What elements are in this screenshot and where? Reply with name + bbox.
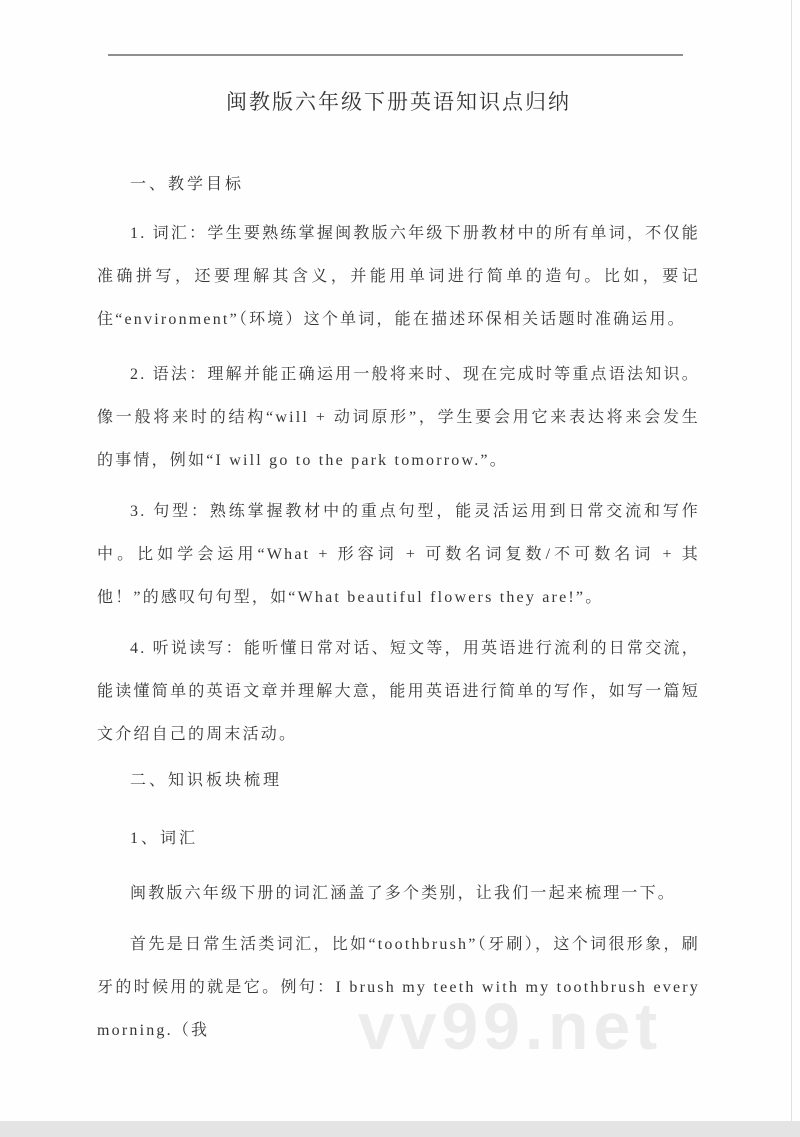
page-right-edge [791,0,792,1121]
para-sentence-pattern-goal: 3. 句型：熟练掌握教材中的重点句型，能灵活运用到日常交流和写作中。比如学会运用“What + 形容词 + 可数名词复数/不可数名词 + 其他！”的感叹句句型，如“What beautiful flowers they are!”。 [97,503,700,606]
para-listening-speaking-goal: 4. 听说读写：能听懂日常对话、短文等，用英语进行流利的日常交流，能读懂简单的英语文章并理解大意，能用英语进行简单的写作，如写一篇短文介绍自己的周末活动。 [97,640,700,743]
bottom-edge-strip [0,1121,800,1137]
para-daily-life-vocabulary: 首先是日常生活类词汇，比如“toothbrush”（牙刷），这个词很形象，刷牙的时候用的就是它。例句：I brush my teeth with my toothbrush every morning.（我 [97,936,700,1039]
para-grammar-goal: 2. 语法：理解并能正确运用一般将来时、现在完成时等重点语法知识。像一般将来时的结构“will + 动词原形”，学生要会用它来表达将来会发生的事情，例如“I will go to the park tomorrow.”。 [97,366,700,469]
section-heading-teaching-goals: 一、教学目标 [130,176,245,193]
subsection-heading-vocabulary: 1、词汇 [130,830,199,847]
section-heading-knowledge-blocks: 二、知识板块梳理 [130,772,283,789]
watermark: vv99.net [358,989,663,1063]
page-title: 闽教版六年级下册英语知识点归纳 [226,90,571,114]
para-vocabulary-intro: 闽教版六年级下册的词汇涵盖了多个类别，让我们一起来梳理一下。 [130,885,677,902]
top-rule [108,54,683,56]
para-vocabulary-goal: 1. 词汇：学生要熟练掌握闽教版六年级下册教材中的所有单词，不仅能准确拼写，还要理解其含义，并能用单词进行简单的造句。比如，要记住“environment”（环境）这个单词，能在描述环保相关话题时准确运用。 [97,225,700,328]
